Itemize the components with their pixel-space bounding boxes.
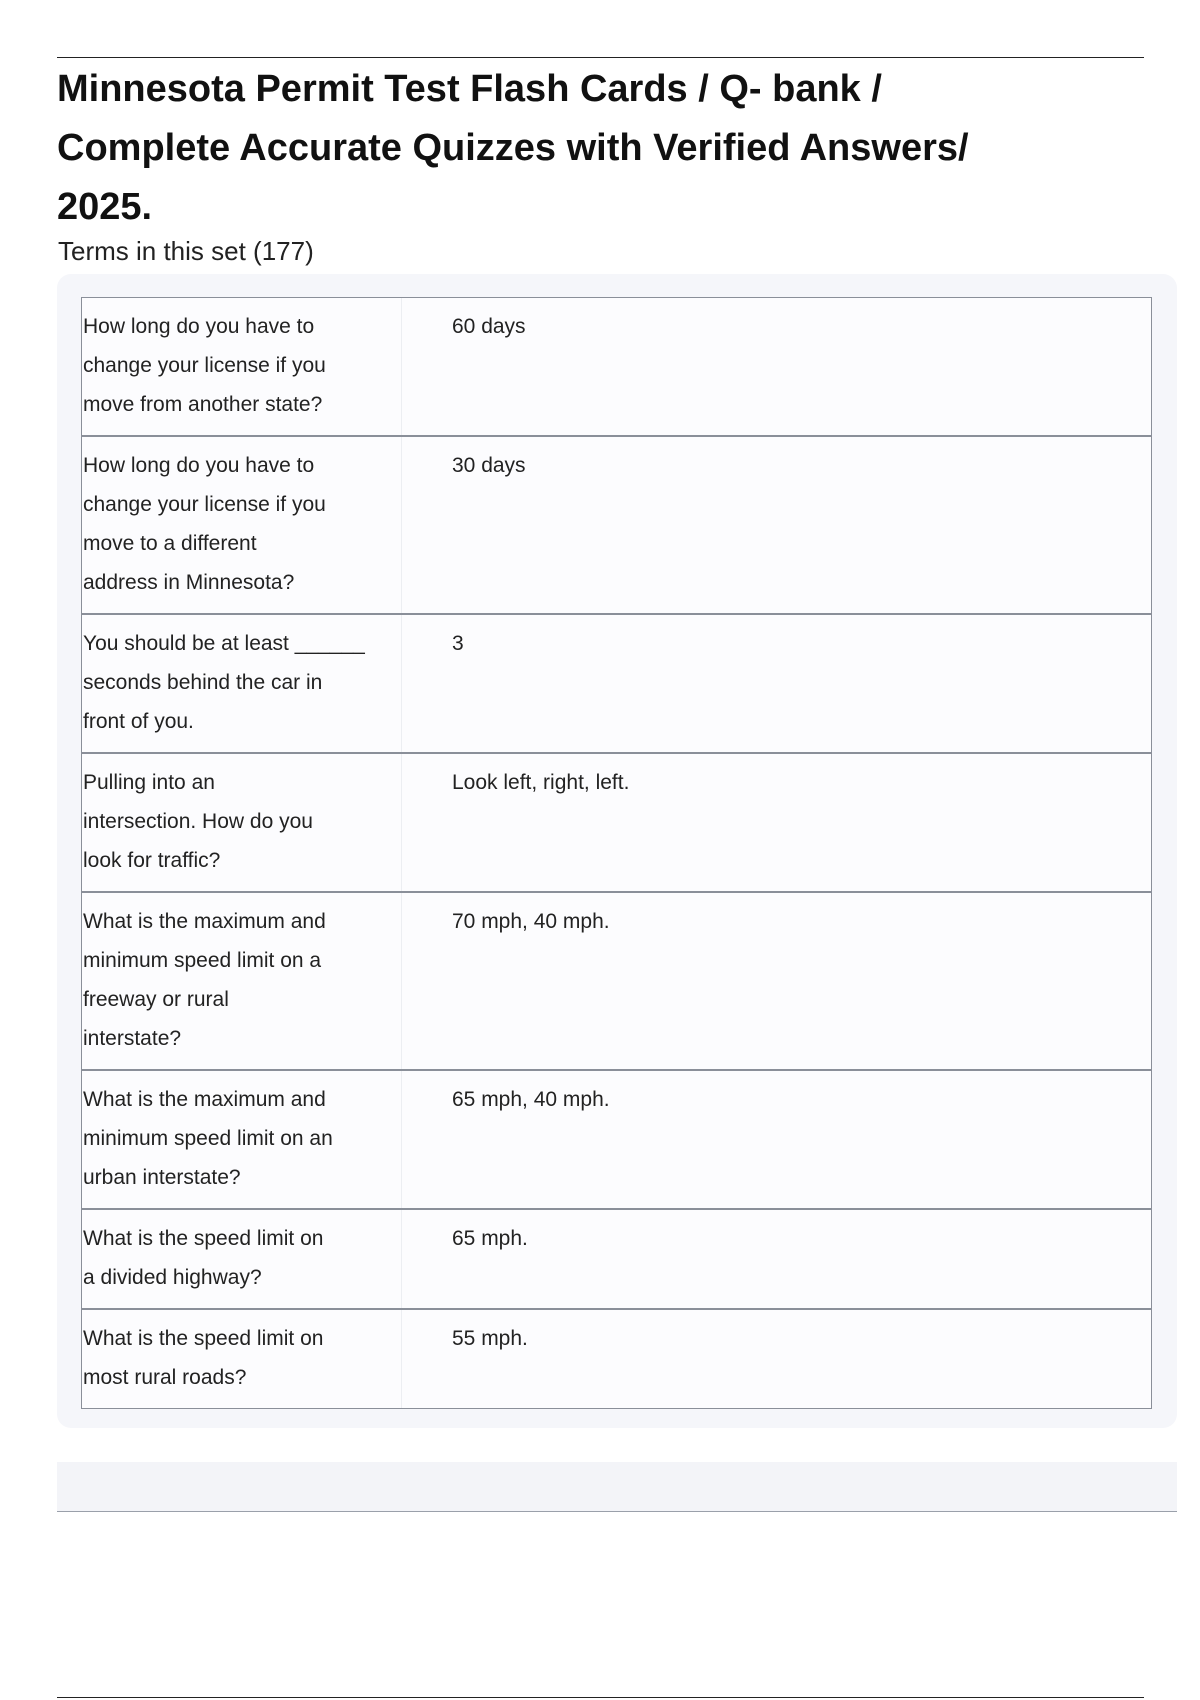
flashcard-row (82, 298, 1151, 435)
card-term: What is the speed limit on a divided highway? (82, 1210, 402, 1308)
card-definition: 65 mph, 40 mph. (452, 1088, 610, 1111)
card-term: How long do you have to change your license if you move to a different address in Minnesota? (82, 437, 402, 613)
flashcard-row (82, 613, 1151, 752)
page-title (57, 60, 1057, 237)
card-term: How long do you have to change your license if you move from another state? (82, 298, 402, 435)
card-definition: 3 (452, 632, 464, 655)
title-line-2: Complete Accurate Quizzes with Verified Answers/ (57, 127, 969, 169)
flashcard-row (82, 752, 1151, 891)
title-line-1: Minnesota Permit Test Flash Cards / Q- bank / (57, 68, 882, 110)
card-definition: 30 days (452, 454, 526, 477)
section-divider (57, 1511, 1177, 1512)
flashcard-row (82, 435, 1151, 613)
card-term: What is the maximum and minimum speed limit on a freeway or rural interstate? (82, 893, 402, 1069)
card-definition: 65 mph. (452, 1227, 528, 1250)
card-definition: 60 days (452, 315, 526, 338)
bottom-divider (57, 1697, 1144, 1698)
card-term: Pulling into an intersection. How do you look for traffic? (82, 754, 402, 891)
lower-band (57, 1462, 1177, 1511)
card-term: What is the maximum and minimum speed limit on an urban interstate? (82, 1071, 402, 1208)
card-term: You should be at least ______ seconds behind the car in front of you. (82, 615, 402, 752)
flashcard-row (82, 891, 1151, 1069)
card-term: What is the speed limit on most rural roads? (82, 1310, 402, 1408)
flashcard-row (82, 1308, 1151, 1408)
terms-count-label: Terms in this set (177) (58, 236, 314, 266)
flashcard-table (81, 297, 1152, 1409)
card-definition: 55 mph. (452, 1327, 528, 1350)
flashcard-row (82, 1069, 1151, 1208)
card-definition: Look left, right, left. (452, 771, 630, 794)
title-line-3: 2025. (57, 186, 153, 228)
card-definition: 70 mph, 40 mph. (452, 910, 610, 933)
flashcard-row (82, 1208, 1151, 1308)
top-divider (57, 57, 1144, 58)
